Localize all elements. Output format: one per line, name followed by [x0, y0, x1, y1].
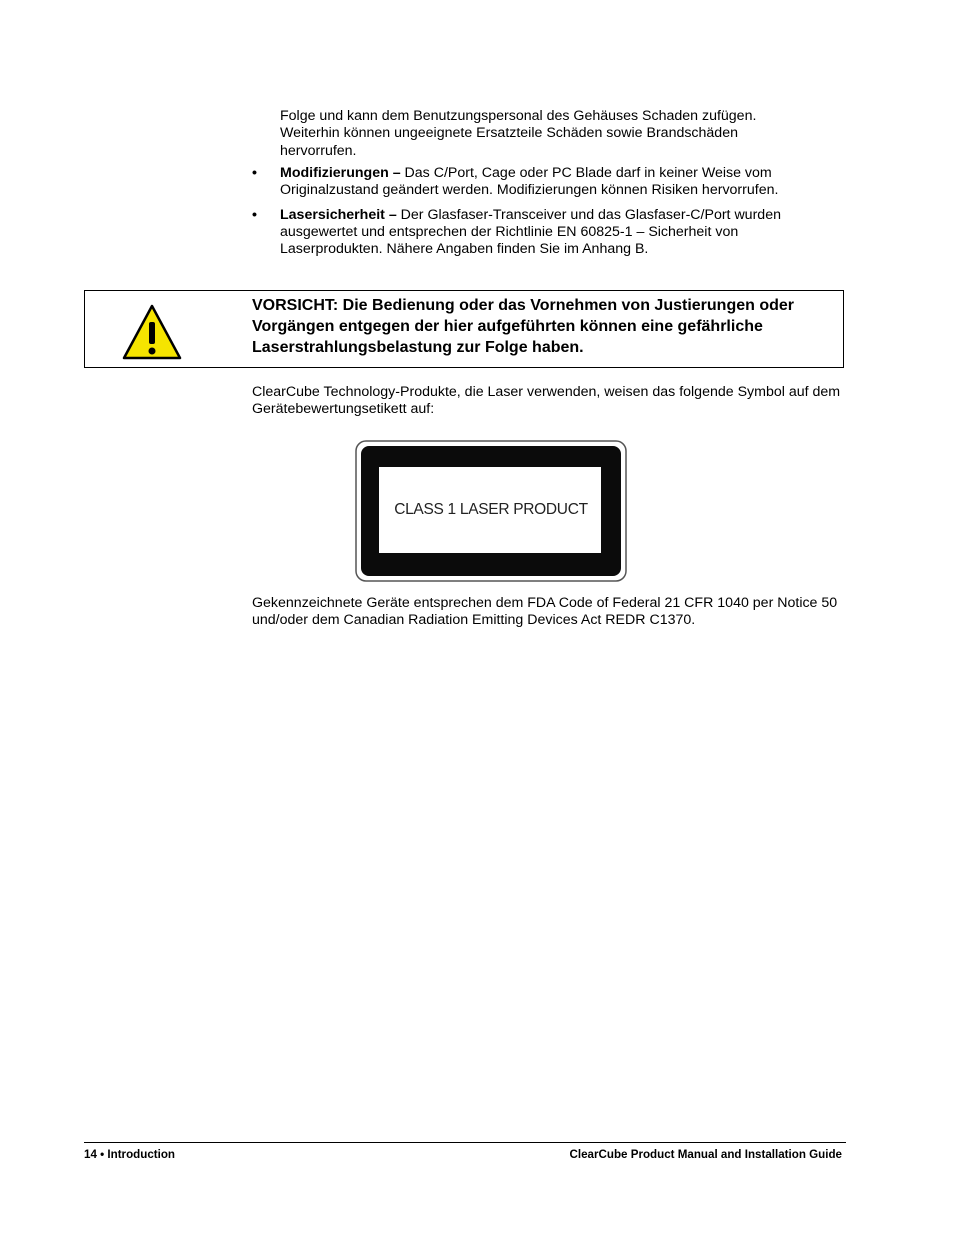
continuation-line: Weiterhin können ungeeignete Ersatzteile Schäden sowie Brandschäden — [280, 125, 738, 142]
continuation-paragraph — [280, 108, 840, 160]
laser-label-text: CLASS 1 LASER PRODUCT — [394, 501, 588, 518]
bullet-text: Das C/Port, Cage oder PC Blade darf in keiner Weise vom Originalzustand geändert werden. Modifizierungen können Risiken hervorrufen. — [280, 165, 779, 199]
fda-paragraph: Gekennzeichnete Geräte entsprechen dem FDA Code of Federal 21 CFR 1040 per Notice 50 und/oder dem Canadian Radiation Emitting Devices Act REDR C1370. — [252, 595, 838, 629]
bullet-text: Der Glasfaser-Transceiver und das Glasfaser-C/Port wurden ausgewertet und entsprechen der Richtlinie EN 60825-1 – Sicherheit von Laserprodukten. Nähere Angaben finden Sie im Anhang B. — [280, 206, 781, 258]
laser-symbol-paragraph: ClearCube Technology-Produkte, die Laser verwenden, weisen das folgende Symbol auf dem Gerätebewertungsetikett auf: — [252, 384, 841, 418]
bullet-item-lasersicherheit — [252, 207, 842, 259]
continuation-line: Folge und kann dem Benutzungspersonal des Gehäuses Schaden zufügen. — [280, 108, 757, 124]
footer-divider — [84, 1142, 846, 1143]
bullet-term: Modifizierungen – — [280, 165, 401, 181]
class-1-laser-label — [355, 440, 627, 582]
bullet-item-modifizierungen — [252, 165, 842, 200]
bullet-marker: • — [252, 165, 257, 181]
footer-page-label: 14 • Introduction — [84, 1148, 176, 1161]
caution-box — [84, 290, 844, 368]
caution-text: VORSICHT: Die Bedienung oder das Vornehmen von Justierungen oder Vorgängen entgegen der hier aufgeführten können eine gefährliche Laserstrahlungsbelastung zur Folge haben. — [252, 297, 794, 356]
warning-triangle-icon — [122, 304, 182, 360]
bullet-list — [252, 165, 842, 265]
bullet-marker: • — [252, 206, 257, 223]
bullet-term: Lasersicherheit – — [280, 206, 397, 223]
continuation-line: hervorrufen. — [280, 142, 357, 159]
footer-document-title: ClearCube Product Manual and Installation Guide — [569, 1148, 842, 1161]
